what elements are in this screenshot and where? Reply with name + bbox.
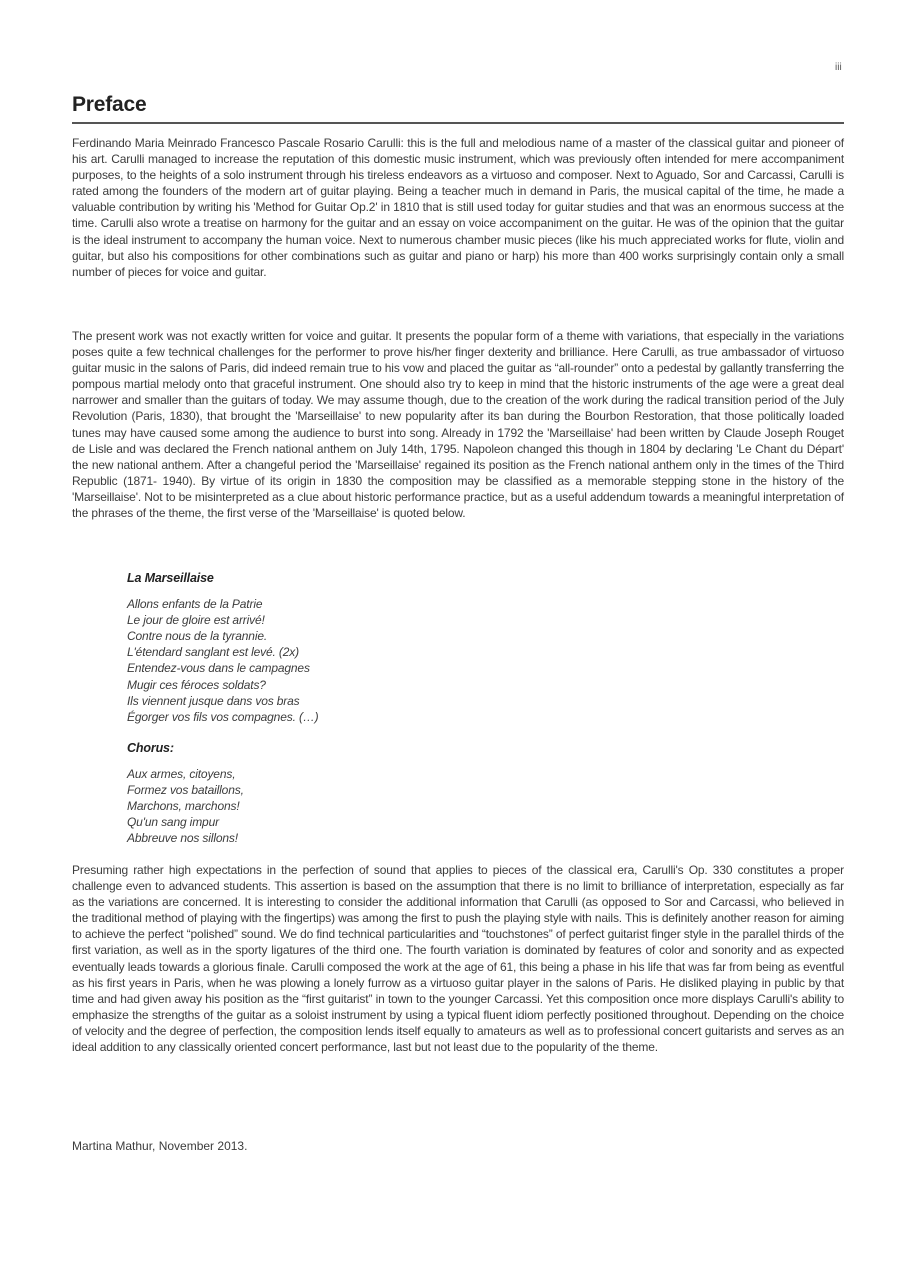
author-signature: Martina Mathur, November 2013.	[72, 1139, 248, 1153]
verse-line: Le jour de gloire est arrivé!	[127, 613, 265, 628]
chorus-line: Formez vos bataillons,	[127, 783, 244, 798]
chorus-line: Abbreuve nos sillons!	[127, 831, 238, 846]
chorus-heading: Chorus:	[127, 741, 174, 755]
verse-line: Ils viennent jusque dans vos bras	[127, 693, 300, 708]
title-rule	[72, 122, 844, 124]
verse-line: Égorger vos fils vos compagnes. (…)	[127, 709, 319, 724]
page-title: Preface	[72, 93, 147, 116]
verse-heading: La Marseillaise	[127, 571, 214, 585]
paragraph-present-work: The present work was not exactly written for voice and guitar. It presents the popular form of a theme with variations, that especially in the variations poses quite a few technical challenges for the performer to prove his/her finger dexterity and brilliance. Here Carulli, as true ambassador of virtuoso guitar music in the salons of Paris, did indeed remain true to his vow and placed the guitar as “all-rounder” onto a pedestal by gallantly transferring the pompous martial melody onto that graceful instrument. One should also try to keep in mind that the historic instruments of the age were a great deal narrower and smaller than the guitars of today. We may assume though, due to the creation of the work during the radical transition period of the July Revolution (Paris, 1830), that brought the 'Marseillaise' to new popularity after its ban during the Bourbon Restoration, that those politically loaded tunes may have caused some among the audience to burst into song. Already in 1792 the 'Marseillaise' had been written by Claude Joseph Rouget de Lisle and was declared the French national anthem on July 14th, 1795. Napoleon changed this though in 1804 by declaring 'Le Chant du Départ' the new national anthem. After a changeful period the 'Marseillaise' regained its position as the French national anthem only in the times of the Third Republic (1871- 1940). By virtue of its origin in 1830 the composition may be classified as a memorable stepping stone in the history of the 'Marseillaise'. Not to be misinterpreted as a clue about historic performance practice, but as a useful addendum towards a meaningful interpretation of the phrases of the theme, the first verse of the 'Marseillaise' is quoted below.	[72, 329, 844, 521]
paragraph-performance: Presuming rather high expectations in the perfection of sound that applies to pieces of the classical era, Carulli's Op. 330 constitutes a proper challenge even to advanced students. This assertion is based on the assumption that there is no limit to brilliance of interpretation, especially as far as the variations are concerned. It is interesting to consider the additional information that Carulli (as opposed to Sor and Carcassi, who believed in the traditional method of playing with the fingertips) was among the first to push the playing style with nails. This is definitely another reason for aiming to achieve the perfect “polished” sound. We do find technical particularities and “touchstones” of perfect guitarist finger style in the parallel thirds of the first variation, as well as in the sporty ligatures of the third one. The fourth variation is dominated by features of color and sonority and as expected eventually leads towards a glorious finale. Carulli composed the work at the age of 61, this being a phase in his life that was far from being as eventful as his first years in Paris, when he was plowing a lonely furrow as a virtuoso guitar player in the salons of Paris. He disliked playing in public by that time and had given away his position as the “first guitarist” in town to the younger Carcassi. Yet this composition once more displays Carulli's ability to emphasize the strengths of the guitar as a soloist instrument by using a typical fluent idiom perfectly positioned throughout. Depending on the choice of velocity and the degree of perfection, the composition lends itself equally to amateurs as well as to professional concert guitarists and serves as an ideal addition to any classically oriented concert performance, last but not least due to the popularity of the theme.	[72, 863, 844, 1055]
verse-block	[127, 570, 627, 725]
verse-line: L'étendard sanglant est levé. (2x)	[127, 645, 299, 660]
page-number: iii	[835, 62, 842, 73]
chorus-block	[127, 740, 627, 847]
chorus-line: Marchons, marchons!	[127, 799, 240, 814]
chorus-line: Qu'un sang impur	[127, 815, 219, 830]
chorus-line: Aux armes, citoyens,	[127, 767, 236, 782]
paragraph-introduction: Ferdinando Maria Meinrado Francesco Pascale Rosario Carulli: this is the full and melodious name of a master of the classical guitar and pioneer of his art. Carulli managed to increase the reputation of this domestic music instrument, which was previously often intended for mere accompaniment purposes, to the heights of a solo instrument through his tireless endeavors as a virtuoso and composer. Next to Aguado, Sor and Carcassi, Carulli is rated among the founders of the modern art of guitar playing. Being a teacher much in demand in Paris, the musical capital of the time, he made a valuable contribution by writing his 'Method for Guitar Op.2' in 1810 that is still used today for guitar studies and that was an enormous success at the time. Carulli also wrote a treatise on harmony for the guitar and an essay on voice accompaniment on the guitar. He was of the opinion that the guitar is the ideal instrument to accompany the human voice. Next to numerous chamber music pieces (like his much appreciated works for flute, violin and guitar, but also his compositions for other combinations such as guitar and piano or harp) his more than 400 works surprisingly contain only a small number of pieces for voice and guitar.	[72, 136, 844, 279]
verse-line: Mugir ces féroces soldats?	[127, 677, 266, 692]
verse-line: Contre nous de la tyrannie.	[127, 629, 268, 644]
verse-line: Entendez-vous dans le campagnes	[127, 661, 310, 676]
verse-line: Allons enfants de la Patrie	[127, 597, 263, 612]
